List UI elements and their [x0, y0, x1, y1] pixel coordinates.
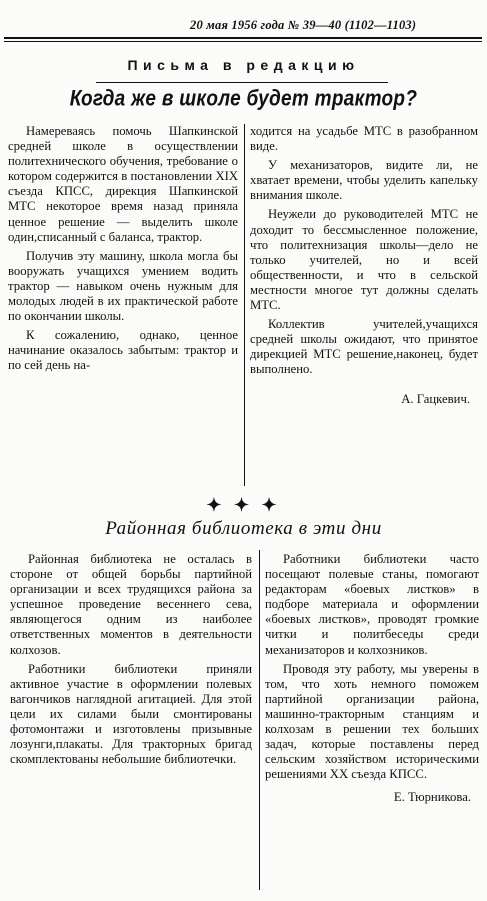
article1-paragraph: К сожалению, однако, ценное начинание оказалось забытым: трактор и по сей день на- — [8, 328, 238, 373]
article1-paragraph: Получив эту машину, школа могла бы вооружать учащихся умением водить трактор — навыком очень нужным для молодых людей в их практической работе по окончании школы. — [8, 248, 238, 324]
article1-headline: Когда же в школе будет трактор? — [69, 87, 418, 112]
column-divider — [259, 550, 260, 890]
article2-headline: Районная библиотека в эти дни — [105, 518, 382, 539]
article1-paragraph: Неужели до руководителей МТС не доходит то бессмысленное положение, что политехнизация школы—дело не только учителей, но и всей общественности, и что в сельской местности многое тут должны сделать МТС. — [250, 207, 478, 313]
header-rule-thin — [4, 41, 482, 42]
header-rule-thick — [4, 37, 482, 39]
article1-paragraph: Коллектив учителей,учащихся средней школы ожидают, что принятое дирекцией МТС решение,наконец, будет выполнено. — [250, 317, 478, 377]
article2-signature: Е. Тюрникова. — [393, 790, 471, 805]
article1-column-right — [250, 124, 478, 411]
article1-column-left — [8, 124, 238, 378]
article1-signature: А. Гацкевич. — [401, 391, 470, 406]
section-rubric: Письма в редакцию — [127, 57, 360, 73]
article2-paragraph: Районная библиотека не осталась в стороне от общей борьбы партийной организации и всех трудящихся района за успешное проведение весеннего сева, являющегося одним из наиболее ответственных моментов в деятельности колхозов. — [10, 552, 252, 657]
article1-paragraph: Намереваясь помочь Шапкинской средней школе в осуществлении политехнического обучения, требование о котором содержится в постановлении XIX съезда КПСС, дирекция Шапкинской МТС некоторое время назад приняла ценное решение — выделить школе один,списанный с баланса, трактор. — [8, 124, 238, 244]
article1-paragraph: У механизаторов, видите ли, не хватает времени, чтобы уделить капельку внимания школе. — [250, 158, 478, 203]
article2-column-left — [10, 552, 252, 771]
article1-paragraph: ходится на усадьбе МТС в разобранном виде. — [250, 124, 478, 154]
rubric-underline — [96, 82, 388, 83]
article2-paragraph: Работники библиотеки часто посещают полевые станы, помогают редакторам «боевых листков» в подборе материала и оформлении «боевых листков», проводят громкие читки и политбеседы среди механизаторов и колхозников. — [265, 552, 479, 657]
section-divider-stars: ✦ ✦ ✦ — [206, 495, 281, 515]
article2-paragraph: Проводя эту работу, мы уверены в том, что хоть немного поможем партийной организации района, машинно-тракторным станциям и колхозам в решении тех больших задач, которые поставлены перед сельским хозяйством историческими решениями XX съезда КПСС. — [265, 661, 479, 782]
article2-paragraph: Работники библиотеки приняли активное участие в оформлении полевых вагончиков наглядной агитацией. Для этой цели их силами были смонтированы фотомонтажи и изготовлены призывные лозунги,плакаты. Для тракторных бригад скомплектованы небольшие библиотечки. — [10, 661, 252, 767]
issue-dateline: 20 мая 1956 года № 39—40 (1102—1103) — [190, 18, 417, 32]
column-divider — [244, 124, 245, 486]
article2-column-right — [265, 552, 479, 810]
